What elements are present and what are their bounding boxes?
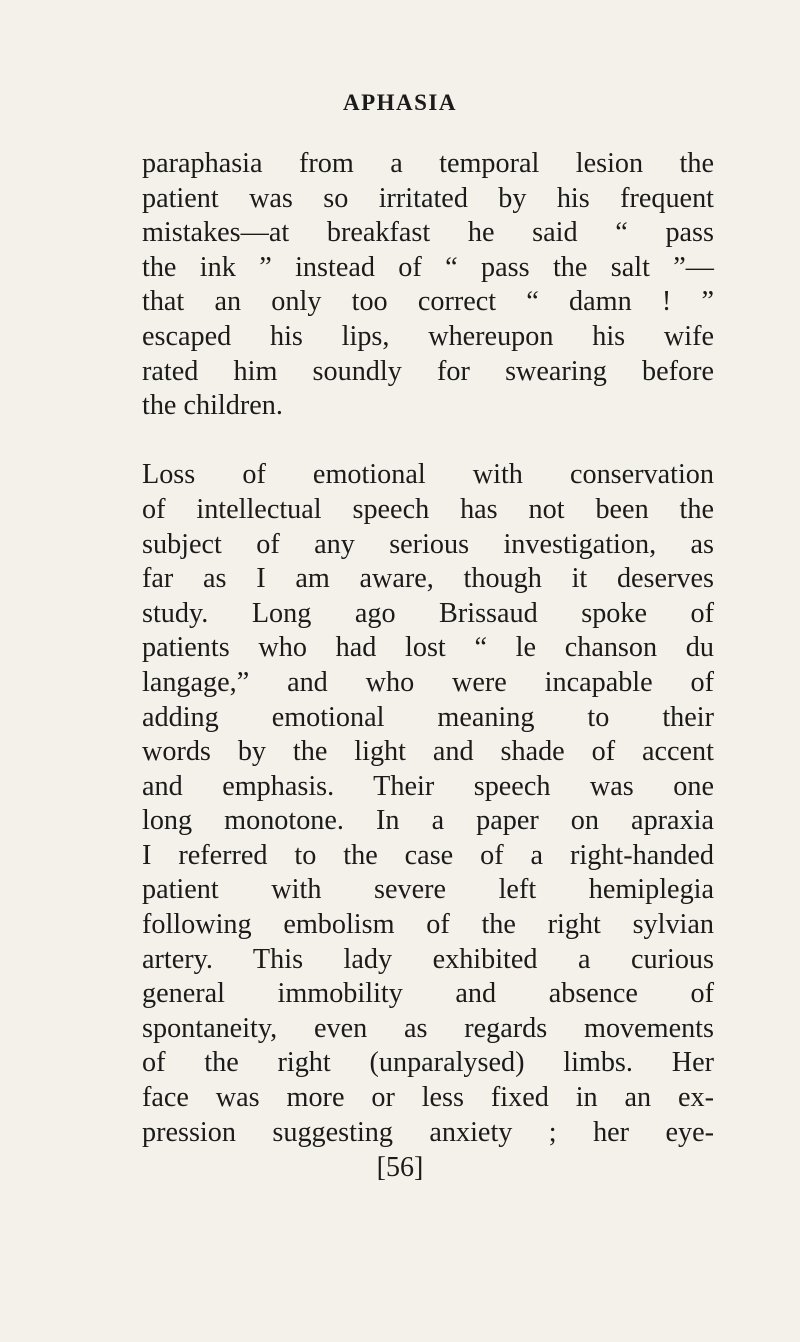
text-line: and emphasis. Their speech was one	[142, 770, 714, 802]
text-line: study. Long ago Brissaud spoke of	[142, 597, 714, 629]
text-line: words by the light and shade of accent	[142, 736, 714, 768]
text-line: patient was so irritated by his frequent	[142, 182, 714, 214]
text-line: long monotone. In a paper on apraxia	[142, 805, 714, 837]
text-line: pression suggesting anxiety ; her eye-	[142, 1116, 714, 1148]
page-number: [56]	[376, 1152, 424, 1183]
running-head: APHASIA	[342, 90, 457, 115]
text-line: the ink ” instead of “ pass the salt ”—	[142, 251, 714, 283]
text-line: the children.	[142, 390, 283, 422]
text-line: adding emotional meaning to their	[142, 701, 714, 733]
text-line: far as I am aware, though it deserves	[142, 563, 714, 595]
text-line: Loss of emotional with conservation	[142, 459, 714, 491]
text-line: patients who had lost “ le chanson du	[142, 632, 714, 664]
paragraph-1	[142, 147, 714, 424]
text-line: that an only too correct “ damn ! ”	[142, 286, 714, 318]
text-line: artery. This lady exhibited a curious	[142, 943, 714, 975]
text-line: escaped his lips, whereupon his wife	[142, 320, 714, 352]
text-line: general immobility and absence of	[142, 978, 714, 1010]
text-line: subject of any serious investigation, as	[142, 528, 714, 560]
text-line: paraphasia from a temporal lesion the	[142, 148, 714, 179]
text-line: mistakes—at breakfast he said “ pass	[142, 217, 714, 249]
text-line: following embolism of the right sylvian	[142, 909, 714, 941]
text-line: face was more or less fixed in an ex-	[142, 1082, 714, 1114]
text-line: I referred to the case of a right-handed	[142, 839, 714, 871]
text-line: of the right (unparalysed) limbs. Her	[142, 1047, 714, 1079]
text-line: rated him soundly for swearing before	[142, 355, 714, 387]
text-line: spontaneity, even as regards movements	[142, 1012, 714, 1044]
text-line: patient with severe left hemiplegia	[142, 874, 714, 906]
paragraph-2	[142, 458, 714, 1150]
text-line: of intellectual speech has not been the	[142, 493, 714, 525]
text-line: langage,” and who were incapable of	[142, 666, 714, 698]
body-text	[142, 147, 714, 1150]
